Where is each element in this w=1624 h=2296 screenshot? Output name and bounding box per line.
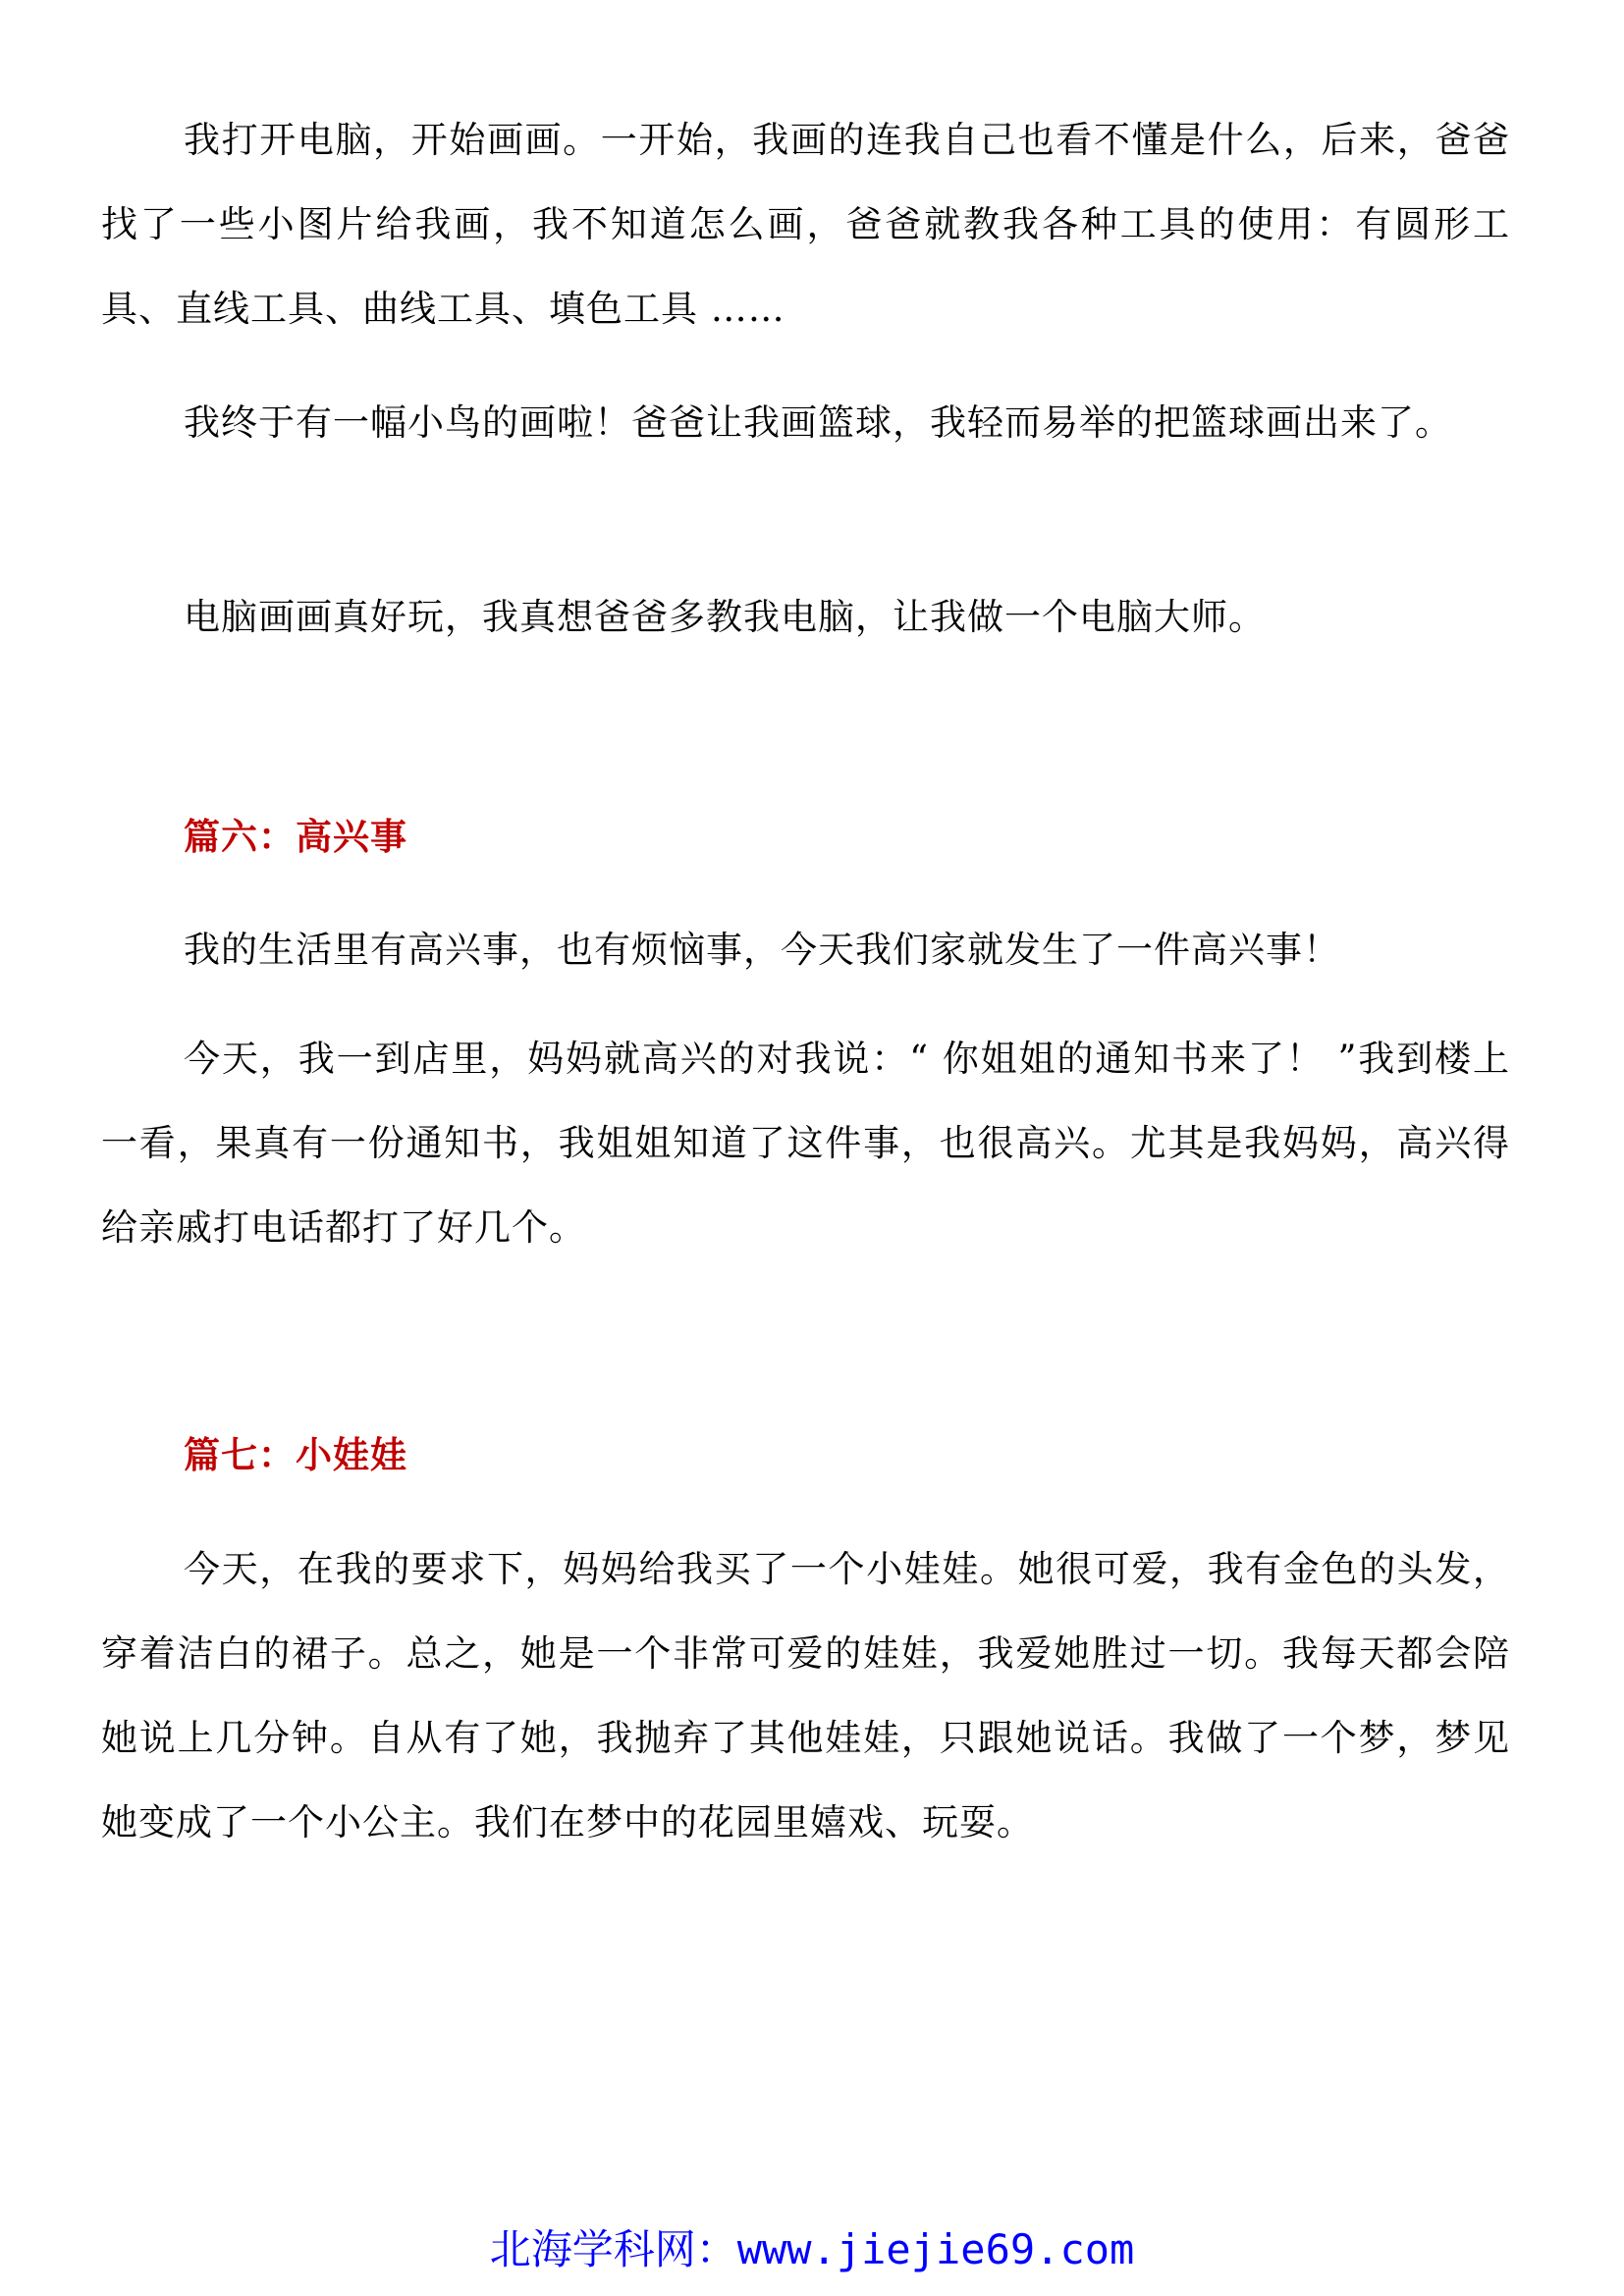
paragraph-bird-drawing: 我终于有一幅小鸟的画啦！爸爸让我画篮球，我轻而易举的把篮球画出来了。	[184, 401, 1452, 444]
paragraph-drawing-tools: 我打开电脑，开始画画。一开始，我画的连我自己也看不懂是什么，后来，爸爸找了一些小图片给我画，我不知道怎么画，爸爸就教我各种工具的使用：有圆形工具、直线工具、曲线工具、填色工具 ……	[101, 119, 1510, 330]
paragraph-little-doll: 今天，在我的要求下，妈妈给我买了一个小娃娃。她很可爱，我有金色的头发，穿着洁白的裙子。总之，她是一个非常可爱的娃娃，我爱她胜过一切。我每天都会陪她说上几分钟。自从有了她，我抛弃了其他娃娃，只跟她说话。我做了一个梦，梦见她变成了一个小公主。我们在梦中的花园里嬉戏、玩耍。	[101, 1548, 1510, 1843]
paragraph-happy-events: 我的生活里有高兴事，也有烦恼事，今天我们家就发生了一件高兴事！	[184, 929, 1340, 971]
section-six-heading: 篇六：高兴事	[184, 815, 407, 858]
footer-watermark	[0, 2220, 1624, 2279]
section-seven-heading: 篇七：小娃娃	[184, 1433, 407, 1476]
footer-site-name: 北海学科网：	[489, 2225, 737, 2273]
paragraph-computer-fun: 电脑画画真好玩，我真想爸爸多教我电脑，让我做一个电脑大师。	[184, 596, 1266, 638]
footer-site-url[interactable]: www.jiejie69.com	[736, 2225, 1135, 2273]
paragraph-notice-letter: 今天，我一到店里，妈妈就高兴的对我说：“ 你姐姐的通知书来了！ ”我到楼上一看，果真有一份通知书，我姐姐知道了这件事，也很高兴。尤其是我妈妈，高兴得给亲戚打电话都打了好几个。	[101, 1038, 1510, 1249]
